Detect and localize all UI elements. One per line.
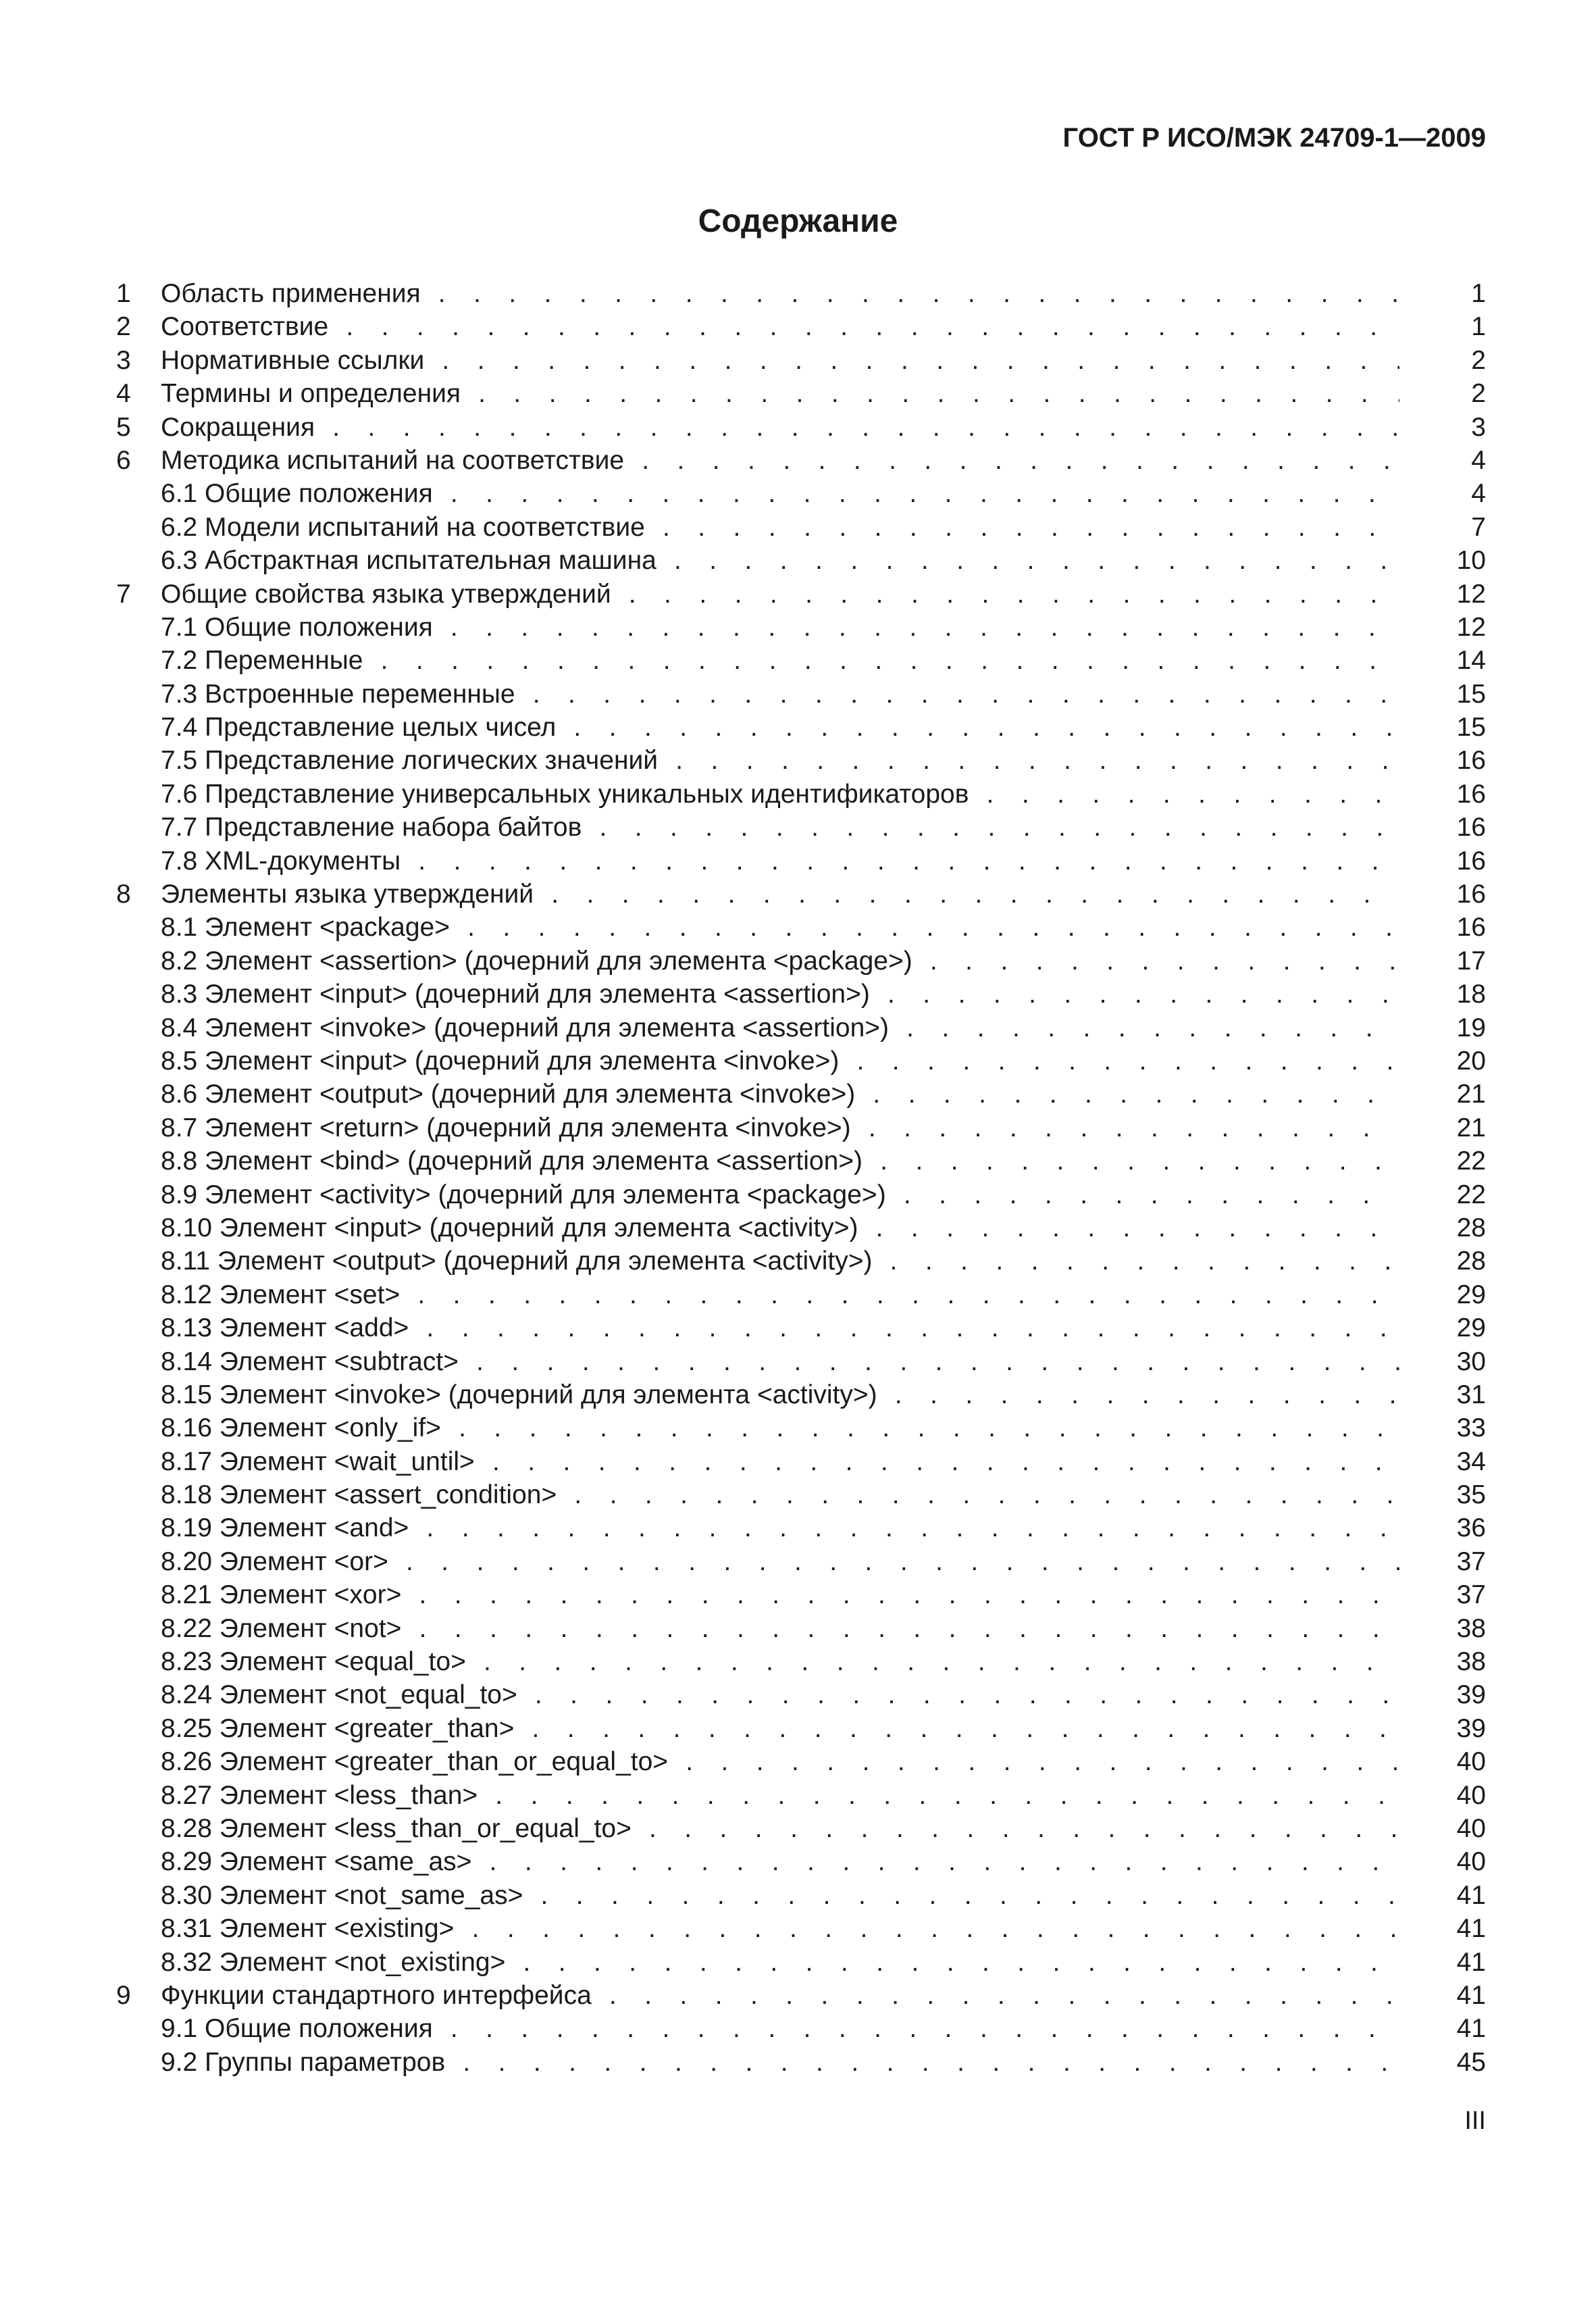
toc-entry-label: 9.2 Группы параметров . . . (161, 2046, 1399, 2079)
toc-row (116, 2012, 1486, 2045)
toc-entry-label: 7.5 Представление логических значений . . . (161, 744, 1399, 777)
toc-section-number: 8 (116, 880, 131, 909)
toc-entry-label: 8.28 Элемент <less_than_or_equal_to> . . . (161, 1812, 1399, 1845)
toc-entry-label: Функции стандартного интерфейса . . . (161, 1979, 1399, 2012)
toc-row (116, 1879, 1486, 1912)
toc-page-number: 4 (1471, 445, 1486, 475)
toc-row (116, 1378, 1486, 1411)
toc-entry-label: Термины и определения . . . (161, 377, 1399, 410)
toc-entry-label: 8.9 Элемент <activity> (дочерний для элемента <package>) . . . (161, 1178, 1399, 1211)
toc-row (116, 1478, 1486, 1511)
toc-page-number: 41 (1456, 1880, 1486, 1910)
toc-row (116, 1178, 1486, 1211)
toc-page-number: 29 (1456, 1280, 1486, 1309)
toc-section-number: 4 (116, 379, 131, 409)
toc-row (116, 1946, 1486, 1979)
toc-row (116, 1545, 1486, 1578)
toc-page-number: 16 (1456, 746, 1486, 776)
toc-page-number: 38 (1456, 1613, 1486, 1643)
toc-entry-label: 8.10 Элемент <input> (дочерний для элемента <activity>) . . . (161, 1211, 1399, 1244)
toc-row (116, 1645, 1486, 1678)
toc-entry-label: 8.19 Элемент <and> . . . (161, 1511, 1399, 1544)
toc-section-number: 7 (116, 579, 131, 609)
toc-row (116, 644, 1486, 677)
toc-entry-label: Элементы языка утверждений . . . (161, 878, 1399, 911)
toc-page-number: 33 (1456, 1413, 1486, 1443)
toc-page-number: 36 (1456, 1513, 1486, 1543)
toc-entry-label: 8.24 Элемент <not_equal_to> . . . (161, 1678, 1399, 1711)
toc-row (116, 878, 1486, 911)
toc-page-number: 45 (1456, 2047, 1486, 2077)
toc-entry-label: 8.26 Элемент <greater_than_or_equal_to> . . . (161, 1745, 1399, 1778)
toc-row (116, 2046, 1486, 2079)
toc-entry-label: 7.6 Представление универсальных уникальных идентификаторов . . . (161, 778, 1399, 811)
toc-row (116, 477, 1486, 510)
toc-page-number: 3 (1471, 412, 1486, 442)
toc-entry-label: 6.2 Модели испытаний на соответствие . . . (161, 511, 1399, 544)
toc-section-number: 3 (116, 345, 131, 375)
toc-row (116, 1111, 1486, 1145)
toc-row (116, 544, 1486, 577)
toc-page-number: 18 (1456, 980, 1486, 1009)
toc-entry-label: 7.2 Переменные . . . (161, 644, 1399, 677)
toc-entry-label: 8.8 Элемент <bind> (дочерний для элемента <assertion>) . . . (161, 1145, 1399, 1178)
toc-entry-label: 6.1 Общие положения . . . (161, 477, 1399, 510)
toc-row (116, 411, 1486, 444)
toc-entry-label: Область применения . . . (161, 277, 1399, 310)
toc-entry-label: 7.4 Представление целых чисел . . . (161, 711, 1399, 744)
toc-entry-label: 8.7 Элемент <return> (дочерний для элемента <invoke>) . . . (161, 1111, 1399, 1145)
toc-page-number: 37 (1456, 1546, 1486, 1576)
table-of-contents (116, 277, 1486, 2079)
toc-entry-label: 9.1 Общие положения . . . (161, 2012, 1399, 2045)
toc-row (116, 678, 1486, 711)
toc-row (116, 1845, 1486, 1878)
toc-row (116, 1211, 1486, 1244)
toc-row (116, 1912, 1486, 1945)
toc-page-number: 1 (1471, 312, 1486, 342)
toc-page-number: 15 (1456, 713, 1486, 743)
toc-row (116, 1445, 1486, 1478)
toc-page-number: 16 (1456, 813, 1486, 842)
toc-row (116, 1511, 1486, 1544)
toc-entry-label: 8.4 Элемент <invoke> (дочерний для элемента <assertion>) . . . (161, 1011, 1399, 1045)
toc-page-number: 19 (1456, 1013, 1486, 1042)
toc-section-number: 6 (116, 445, 131, 475)
toc-entry-label: 6.3 Абстрактная испытательная машина . . . (161, 544, 1399, 577)
toc-row (116, 1145, 1486, 1178)
toc-row (116, 1779, 1486, 1812)
page-folio: III (1464, 2107, 1486, 2135)
toc-page-number: 15 (1456, 679, 1486, 709)
toc-entry-label: 8.1 Элемент <package> . . . (161, 911, 1399, 944)
toc-row (116, 1078, 1486, 1111)
toc-page-number: 2 (1471, 379, 1486, 409)
toc-page-number: 20 (1456, 1046, 1486, 1076)
toc-row (116, 1345, 1486, 1378)
toc-page-number: 14 (1456, 646, 1486, 676)
toc-entry-label: Сокращения . . . (161, 411, 1399, 444)
toc-entry-label: 8.17 Элемент <wait_until> . . . (161, 1445, 1399, 1478)
toc-entry-label: 8.5 Элемент <input> (дочерний для элемента <invoke>) . . . (161, 1045, 1399, 1078)
toc-entry-label: Методика испытаний на соответствие . . . (161, 444, 1399, 477)
toc-page-number: 40 (1456, 1847, 1486, 1877)
toc-row (116, 811, 1486, 844)
toc-entry-label: 8.18 Элемент <assert_condition> . . . (161, 1478, 1399, 1511)
toc-page-number: 22 (1456, 1180, 1486, 1209)
toc-row (116, 1011, 1486, 1045)
toc-page-number: 39 (1456, 1713, 1486, 1743)
toc-row (116, 1045, 1486, 1078)
toc-entry-label: 8.6 Элемент <output> (дочерний для элемента <invoke>) . . . (161, 1078, 1399, 1111)
toc-row (116, 778, 1486, 811)
toc-page-number: 40 (1456, 1780, 1486, 1810)
toc-row (116, 1745, 1486, 1778)
toc-page-number: 1 (1471, 279, 1486, 308)
toc-row (116, 578, 1486, 611)
toc-row (116, 845, 1486, 878)
toc-row (116, 945, 1486, 978)
toc-page-number: 41 (1456, 1914, 1486, 1944)
toc-entry-label: 8.29 Элемент <same_as> . . . (161, 1845, 1399, 1878)
toc-entry-label: 8.13 Элемент <add> . . . (161, 1311, 1399, 1344)
toc-page-number: 28 (1456, 1213, 1486, 1242)
toc-row (116, 377, 1486, 410)
toc-row (116, 1612, 1486, 1645)
toc-row (116, 277, 1486, 310)
toc-entry-label: 8.2 Элемент <assertion> (дочерний для элемента <package>) . . . (161, 945, 1399, 978)
page-title: Содержание (698, 203, 898, 239)
toc-row (116, 911, 1486, 944)
toc-section-number: 9 (116, 1980, 131, 2010)
toc-row (116, 1244, 1486, 1278)
toc-page-number: 31 (1456, 1380, 1486, 1409)
toc-entry-label: 7.1 Общие положения . . . (161, 611, 1399, 644)
toc-entry-label: 8.23 Элемент <equal_to> . . . (161, 1645, 1399, 1678)
toc-row (116, 444, 1486, 477)
toc-row (116, 344, 1486, 377)
toc-page-number: 41 (1456, 1980, 1486, 2010)
toc-row (116, 1311, 1486, 1344)
toc-entry-label: Нормативные ссылки . . . (161, 344, 1399, 377)
toc-row (116, 611, 1486, 644)
toc-entry-label: 8.3 Элемент <input> (дочерний для элемента <assertion>) . . . (161, 978, 1399, 1011)
toc-page-number: 35 (1456, 1480, 1486, 1510)
toc-page-number: 2 (1471, 345, 1486, 375)
toc-entry-label: 8.20 Элемент <or> . . . (161, 1545, 1399, 1578)
toc-entry-label: 8.11 Элемент <output> (дочерний для элемента <activity>) . . . (161, 1244, 1399, 1278)
toc-page-number: 40 (1456, 1747, 1486, 1777)
document-header: ГОСТ Р ИСО/МЭК 24709-1—2009 (1062, 123, 1486, 153)
toc-page-number: 16 (1456, 913, 1486, 942)
toc-page-number: 10 (1456, 546, 1486, 576)
toc-row (116, 1578, 1486, 1611)
toc-entry-label: 8.12 Элемент <set> . . . (161, 1278, 1399, 1311)
toc-page-number: 41 (1456, 2014, 1486, 2044)
toc-page-number: 29 (1456, 1313, 1486, 1343)
toc-entry-label: 7.8 XML-документы . . . (161, 845, 1399, 878)
toc-row (116, 1278, 1486, 1311)
toc-row (116, 978, 1486, 1011)
toc-page-number: 16 (1456, 779, 1486, 809)
toc-entry-label: Общие свойства языка утверждений . . . (161, 578, 1399, 611)
toc-page-number: 17 (1456, 946, 1486, 976)
toc-page-number: 40 (1456, 1813, 1486, 1843)
toc-page-number: 28 (1456, 1247, 1486, 1276)
toc-page-number: 16 (1456, 880, 1486, 909)
toc-page-number: 30 (1456, 1347, 1486, 1376)
toc-row (116, 1712, 1486, 1745)
toc-row (116, 1979, 1486, 2012)
toc-entry-label: 8.16 Элемент <only_if> . . . (161, 1411, 1399, 1444)
toc-page-number: 21 (1456, 1080, 1486, 1109)
toc-page-number: 22 (1456, 1147, 1486, 1176)
toc-page-number: 39 (1456, 1680, 1486, 1710)
toc-page-number: 34 (1456, 1447, 1486, 1476)
toc-entry-label: 8.21 Элемент <xor> . . . (161, 1578, 1399, 1611)
toc-page-number: 16 (1456, 846, 1486, 876)
toc-entry-label: 8.15 Элемент <invoke> (дочерний для элемента <activity>) . . . (161, 1378, 1399, 1411)
toc-entry-label: 8.30 Элемент <not_same_as> . . . (161, 1879, 1399, 1912)
toc-page-number: 12 (1456, 612, 1486, 642)
toc-section-number: 5 (116, 412, 131, 442)
toc-page-number: 38 (1456, 1647, 1486, 1677)
toc-entry-label: 8.32 Элемент <not_existing> . . . (161, 1946, 1399, 1979)
toc-row (116, 1678, 1486, 1711)
toc-page-number: 4 (1471, 479, 1486, 509)
toc-page-number: 7 (1471, 512, 1486, 542)
toc-row (116, 744, 1486, 777)
toc-page-number: 37 (1456, 1580, 1486, 1610)
toc-row (116, 511, 1486, 544)
toc-entry-label: 8.25 Элемент <greater_than> . . . (161, 1712, 1399, 1745)
toc-row (116, 711, 1486, 744)
toc-entry-label: 8.27 Элемент <less_than> . . . (161, 1779, 1399, 1812)
toc-entry-label: 7.3 Встроенные переменные . . . (161, 678, 1399, 711)
toc-row (116, 310, 1486, 343)
toc-entry-label: 8.31 Элемент <existing> . . . (161, 1912, 1399, 1945)
toc-entry-label: 7.7 Представление набора байтов . . . (161, 811, 1399, 844)
toc-entry-label: 8.22 Элемент <not> . . . (161, 1612, 1399, 1645)
toc-row (116, 1812, 1486, 1845)
toc-page-number: 41 (1456, 1947, 1486, 1977)
toc-page-number: 12 (1456, 579, 1486, 609)
toc-section-number: 1 (116, 279, 131, 308)
toc-section-number: 2 (116, 312, 131, 342)
toc-entry-label: 8.14 Элемент <subtract> . . . (161, 1345, 1399, 1378)
toc-page-number: 21 (1456, 1113, 1486, 1142)
toc-row (116, 1411, 1486, 1444)
toc-entry-label: Соответствие . . . (161, 310, 1399, 343)
